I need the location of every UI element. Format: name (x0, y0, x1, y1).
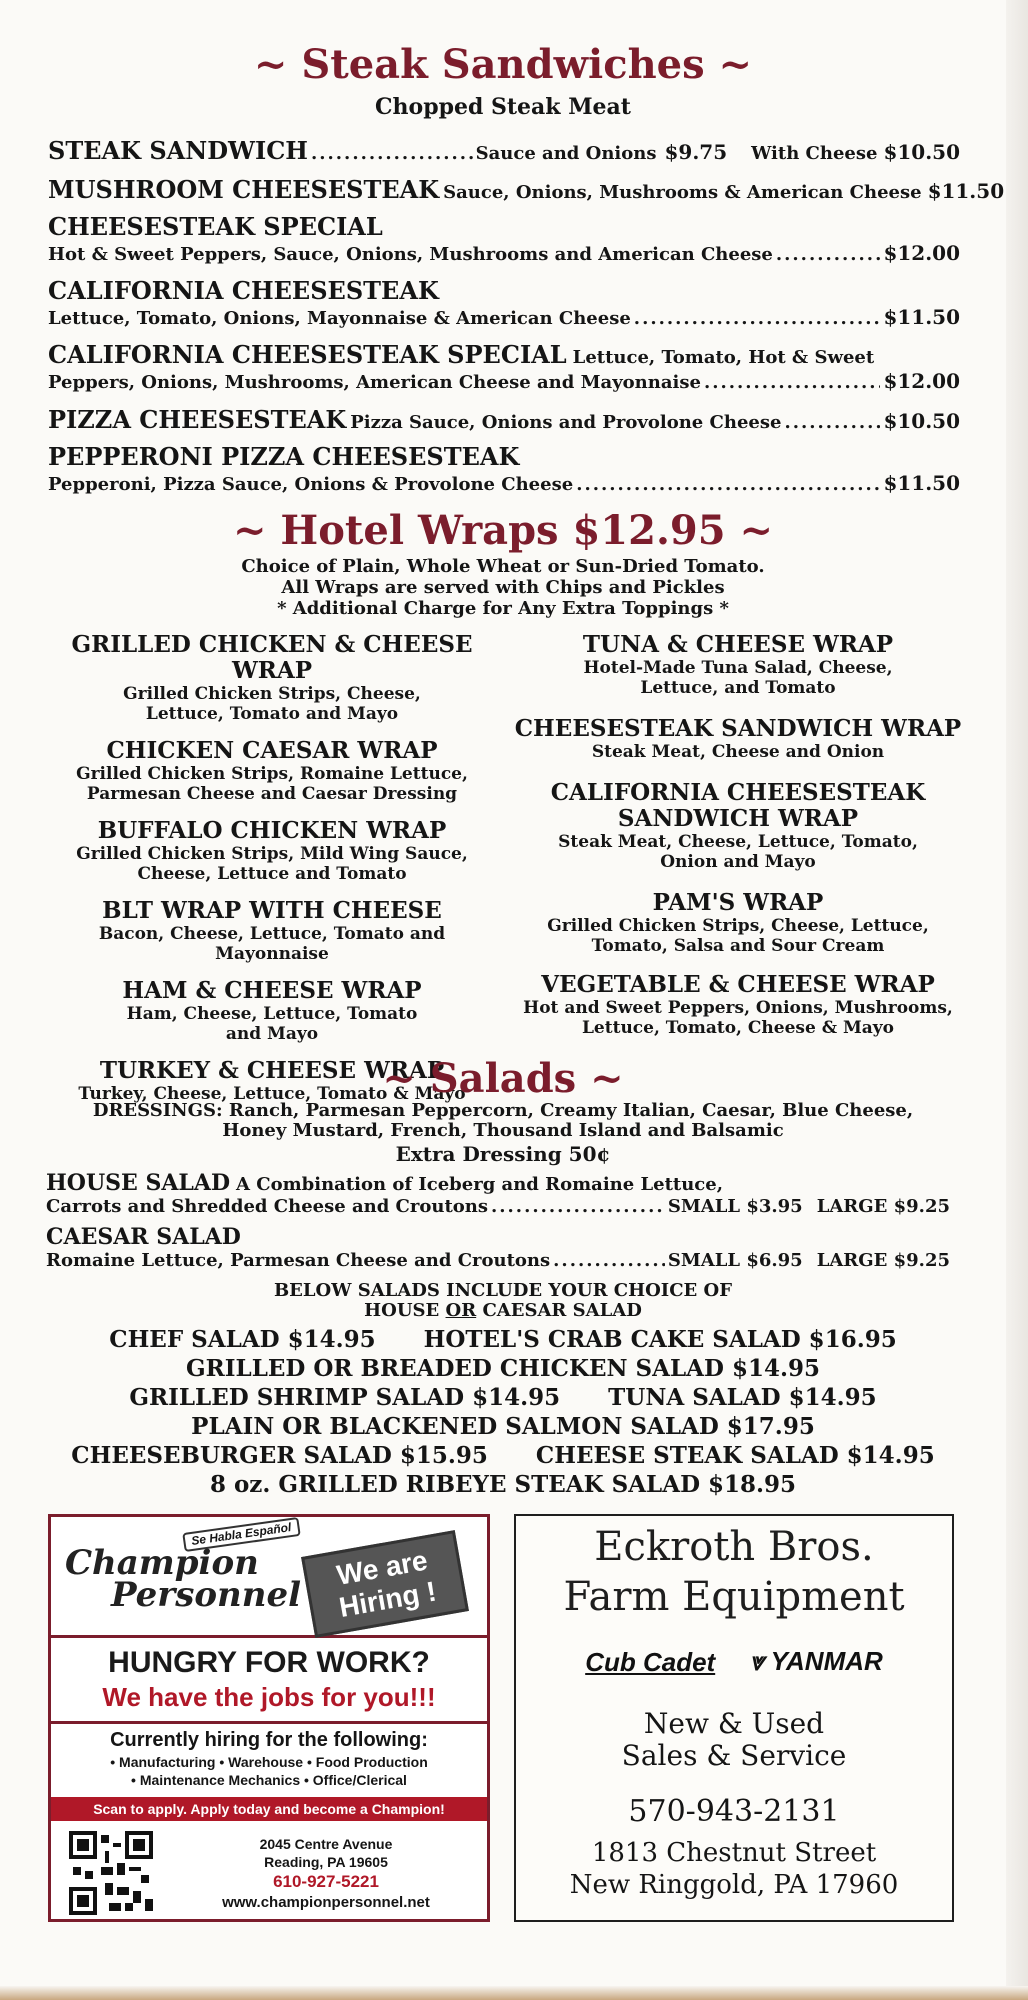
leader-dots (311, 143, 473, 164)
menu-item (48, 442, 960, 495)
wrap-desc: Ham, Cheese, Lettuce, Tomato (126, 1004, 418, 1024)
salad-special: GRILLED OR BREADED CHICKEN SALAD $14.95 (186, 1355, 820, 1382)
menu-item (48, 276, 960, 329)
steak-section-title: ~ Steak Sandwiches ~ (253, 41, 753, 88)
wrap-desc: Grilled Chicken Strips, Cheese, (123, 684, 421, 704)
wrap-item (42, 632, 502, 724)
wrap-name: BUFFALO CHICKEN WRAP (97, 817, 447, 844)
item-price: $11.50 (883, 471, 960, 495)
item-desc: Pizza Sauce, Onions and Provolone Cheese (350, 412, 782, 433)
yanmar-chevron-icon: ⩔ (749, 1646, 771, 1676)
item-price: $9.75 (664, 140, 728, 164)
services-line2: Sales & Service (621, 1739, 847, 1772)
logo-line1: Champion (65, 1543, 259, 1583)
wrap-desc: Hotel-Made Tuna Salad, Cheese, (583, 658, 893, 678)
scan-banner: Scan to apply. Apply today and become a Champion! (51, 1797, 487, 1821)
leader-dots (576, 474, 880, 495)
item-name: CALIFORNIA CHEESESTEAK (48, 276, 439, 305)
wrap-desc: Parmesan Cheese and Caesar Dressing (86, 784, 458, 804)
choice-caesar: CAESAR SALAD (482, 1300, 642, 1321)
salad-special: 8 oz. GRILLED RIBEYE STEAK SALAD $18.95 (209, 1471, 797, 1498)
champion-street: 2045 Centre Avenue (259, 1836, 393, 1852)
item-name: PEPPERONI PIZZA CHEESESTEAK (48, 442, 520, 471)
wraps-note: Choice of Plain, Whole Wheat or Sun-Dried Tomato. (241, 556, 765, 577)
choice-note-line2 (0, 1300, 1006, 1321)
item-name: HOUSE SALAD (46, 1170, 231, 1196)
leader-dots (784, 412, 880, 433)
item-extra-price: $10.50 (883, 140, 960, 164)
salads-section-title: ~ Salads ~ (382, 1055, 624, 1102)
wrap-item (508, 890, 968, 956)
salad-special: TUNA SALAD $14.95 (608, 1384, 877, 1411)
extra-dressing: Extra Dressing 50¢ (395, 1142, 611, 1166)
wrap-name: GRILLED CHICKEN & CHEESE WRAP (71, 631, 473, 684)
wraps-section-title: ~ Hotel Wraps $12.95 ~ (232, 507, 774, 554)
wrap-desc: Bacon, Cheese, Lettuce, Tomato and (98, 924, 446, 944)
wraps-left-column (42, 632, 502, 1118)
item-name: PIZZA CHEESESTEAK (48, 405, 347, 434)
page-edge (1006, 0, 1028, 2000)
salad-special: CHEF SALAD $14.95 (109, 1326, 376, 1353)
item-price: $11.50 (927, 179, 1005, 203)
item-name: CHEESESTEAK SPECIAL (48, 212, 383, 241)
wrap-item (42, 898, 502, 964)
choice-or: OR (445, 1300, 477, 1321)
wrap-desc: Lettuce, and Tomato (640, 678, 836, 698)
item-desc-cont: Carrots and Shredded Cheese and Croutons (46, 1196, 488, 1217)
item-extra-label: With Cheese (751, 143, 878, 164)
champion-contact (181, 1835, 471, 1913)
dressings-line: Honey Mustard, French, Thousand Island and Balsamic (222, 1120, 784, 1141)
hungry-headline: HUNGRY FOR WORK? (108, 1646, 430, 1679)
wrap-item (508, 632, 968, 698)
wrap-name: CALIFORNIA CHEESESTEAK SANDWICH WRAP (550, 779, 926, 832)
wrap-desc: Steak Meat, Cheese, Lettuce, Tomato, (558, 832, 918, 852)
wrap-desc: Lettuce, Tomato, Cheese & Mayo (581, 1018, 895, 1038)
salad-special-row (0, 1413, 1006, 1441)
hiring-list (51, 1727, 487, 1789)
champion-logo (65, 1543, 302, 1615)
salad-special: HOTEL'S CRAB CAKE SALAD $16.95 (423, 1326, 897, 1353)
menu-item (48, 405, 960, 434)
salad-special-row (0, 1442, 1006, 1470)
eckroth-address (516, 1837, 952, 1901)
wrap-desc: Onion and Mayo (660, 852, 816, 872)
cub-cadet-logo: Cub Cadet (585, 1646, 716, 1677)
salad-special-row (0, 1355, 1006, 1383)
eckroth-street: 1813 Chestnut Street (591, 1838, 877, 1868)
wrap-desc: Grilled Chicken Strips, Romaine Lettuce, (76, 764, 468, 784)
salad-special-row (0, 1384, 1006, 1412)
steak-section-subtitle: Chopped Steak Meat (375, 94, 631, 120)
menu-item (48, 340, 960, 393)
champion-website-link[interactable]: www.championpersonnel.net (222, 1894, 430, 1911)
champion-header (51, 1517, 487, 1638)
eckroth-bros-ad[interactable] (514, 1514, 954, 1922)
brand-logos (516, 1646, 952, 1678)
services-line1: New & Used (643, 1707, 825, 1740)
leader-dots (704, 372, 881, 393)
leader-dots (776, 244, 881, 265)
item-desc-cont: Romaine Lettuce, Parmesan Cheese and Croutons (46, 1250, 551, 1271)
large-price: LARGE $9.25 (816, 1250, 950, 1271)
wraps-note: All Wraps are served with Chips and Pickles (281, 577, 725, 598)
wrap-desc: Grilled Chicken Strips, Mild Wing Sauce, (76, 844, 468, 864)
wrap-desc: Hot and Sweet Peppers, Onions, Mushrooms, (523, 998, 953, 1018)
wrap-name: HAM & CHEESE WRAP (122, 977, 422, 1004)
eckroth-services (516, 1708, 952, 1772)
choice-note: BELOW SALADS INCLUDE YOUR CHOICE OF (273, 1280, 733, 1301)
wrap-desc: Mayonnaise (215, 944, 329, 964)
jobs-tagline: We have the jobs for you!!! (102, 1682, 436, 1712)
salad-item (46, 1224, 950, 1271)
wrap-name: CHICKEN CAESAR WRAP (106, 737, 438, 764)
item-desc: Pepperoni, Pizza Sauce, Onions & Provolone Cheese (48, 474, 574, 495)
item-price: $11.50 (883, 305, 960, 329)
salad-special-row (0, 1471, 1006, 1499)
item-name: STEAK SANDWICH (48, 136, 308, 165)
page-bottom-edge (0, 1986, 1028, 2000)
qr-code-icon[interactable] (69, 1831, 153, 1915)
salad-special: CHEESE STEAK SALAD $14.95 (535, 1442, 935, 1469)
champion-personnel-ad[interactable] (48, 1514, 490, 1922)
item-desc: Lettuce, Tomato, Onions, Mayonnaise & American Cheese (48, 308, 631, 329)
wrap-desc: Steak Meat, Cheese and Onion (591, 742, 885, 762)
item-name: MUSHROOM CHEESESTEAK (48, 175, 440, 204)
salad-special: GRILLED SHRIMP SALAD $14.95 (129, 1384, 561, 1411)
menu-item (48, 212, 960, 265)
item-price: $10.50 (883, 409, 960, 433)
salad-item (46, 1170, 950, 1217)
wrap-name: TURKEY & CHEESE WRAP (99, 1057, 445, 1084)
se-habla-badge: Se Habla Español (182, 1517, 300, 1552)
large-price: LARGE $9.25 (816, 1196, 950, 1217)
small-price: SMALL $3.95 (667, 1196, 803, 1217)
logo-line2: Personnel (111, 1575, 302, 1615)
wrap-desc: Tomato, Salsa and Sour Cream (591, 936, 885, 956)
wraps-right-column (508, 632, 968, 1052)
wrap-desc: Cheese, Lettuce and Tomato (137, 864, 407, 884)
yanmar-logo (749, 1646, 883, 1678)
wrap-item (42, 738, 502, 804)
wrap-name: PAM'S WRAP (652, 889, 824, 916)
wrap-desc: and Mayo (225, 1024, 319, 1044)
salad-special-row (0, 1326, 1006, 1354)
wrap-item (42, 818, 502, 884)
item-desc: Sauce and Onions (475, 143, 657, 164)
wraps-note: * Additional Charge for Any Extra Toppings * (277, 598, 729, 619)
leader-dots (553, 1250, 665, 1271)
wrap-item (42, 978, 502, 1044)
hiring-list-line: • Maintenance Mechanics • Office/Clerical (131, 1772, 407, 1788)
item-desc: A Combination of Iceberg and Romaine Lettuce, (236, 1174, 723, 1195)
small-price: SMALL $6.95 (667, 1250, 803, 1271)
leader-dots (634, 308, 881, 329)
champion-city: Reading, PA 19605 (264, 1854, 388, 1870)
champion-phone[interactable]: 610-927-5221 (273, 1872, 379, 1891)
menu-item (48, 175, 1005, 204)
menu-item (48, 136, 960, 165)
item-desc: Sauce, Onions, Mushrooms & American Cheese (443, 182, 922, 203)
eckroth-phone[interactable]: 570-943-2131 (628, 1794, 840, 1829)
salad-special: CHEESEBURGER SALAD $15.95 (71, 1442, 488, 1469)
salad-special: PLAIN OR BLACKENED SALMON SALAD $17.95 (191, 1413, 815, 1440)
wrap-desc: Turkey, Cheese, Lettuce, Tomato & Mayo (78, 1084, 466, 1104)
item-name: CALIFORNIA CHEESESTEAK SPECIAL (48, 340, 567, 369)
hiring-list-line: • Manufacturing • Warehouse • Food Production (110, 1754, 428, 1770)
item-name: CAESAR SALAD (46, 1224, 241, 1250)
hiring-list-title: Currently hiring for the following: (110, 1729, 428, 1751)
wrap-item (508, 716, 968, 762)
wrap-item (508, 780, 968, 872)
wrap-item (508, 972, 968, 1038)
we-are-hiring-badge: We are Hiring ! (301, 1530, 469, 1638)
choice-house: HOUSE (364, 1300, 440, 1321)
eckroth-title-line1: Eckroth Bros. (594, 1524, 874, 1570)
eckroth-title-line2: Farm Equipment (563, 1574, 905, 1620)
wrap-desc: Lettuce, Tomato and Mayo (145, 704, 399, 724)
hungry-banner (51, 1639, 487, 1724)
wrap-name: CHEESESTEAK SANDWICH WRAP (514, 715, 962, 742)
wrap-name: TUNA & CHEESE WRAP (582, 631, 894, 658)
wrap-name: BLT WRAP WITH CHEESE (102, 897, 442, 924)
item-desc-cont: Peppers, Onions, Mushrooms, American Cheese and Mayonnaise (48, 372, 701, 393)
item-price: $12.00 (883, 241, 960, 265)
leader-dots (491, 1196, 665, 1217)
eckroth-title (516, 1522, 952, 1622)
wrap-desc: Grilled Chicken Strips, Cheese, Lettuce, (547, 916, 929, 936)
item-desc: Lettuce, Tomato, Hot & Sweet (572, 347, 875, 368)
wrap-name: VEGETABLE & CHEESE WRAP (541, 971, 935, 998)
eckroth-city: New Ringgold, PA 17960 (569, 1870, 899, 1900)
item-desc: Hot & Sweet Peppers, Sauce, Onions, Mushrooms and American Cheese (48, 244, 773, 265)
yanmar-text: YANMAR (770, 1646, 883, 1676)
dressings-line: DRESSINGS: Ranch, Parmesan Peppercorn, Creamy Italian, Caesar, Blue Cheese, (92, 1100, 914, 1121)
item-price: $12.00 (883, 369, 960, 393)
